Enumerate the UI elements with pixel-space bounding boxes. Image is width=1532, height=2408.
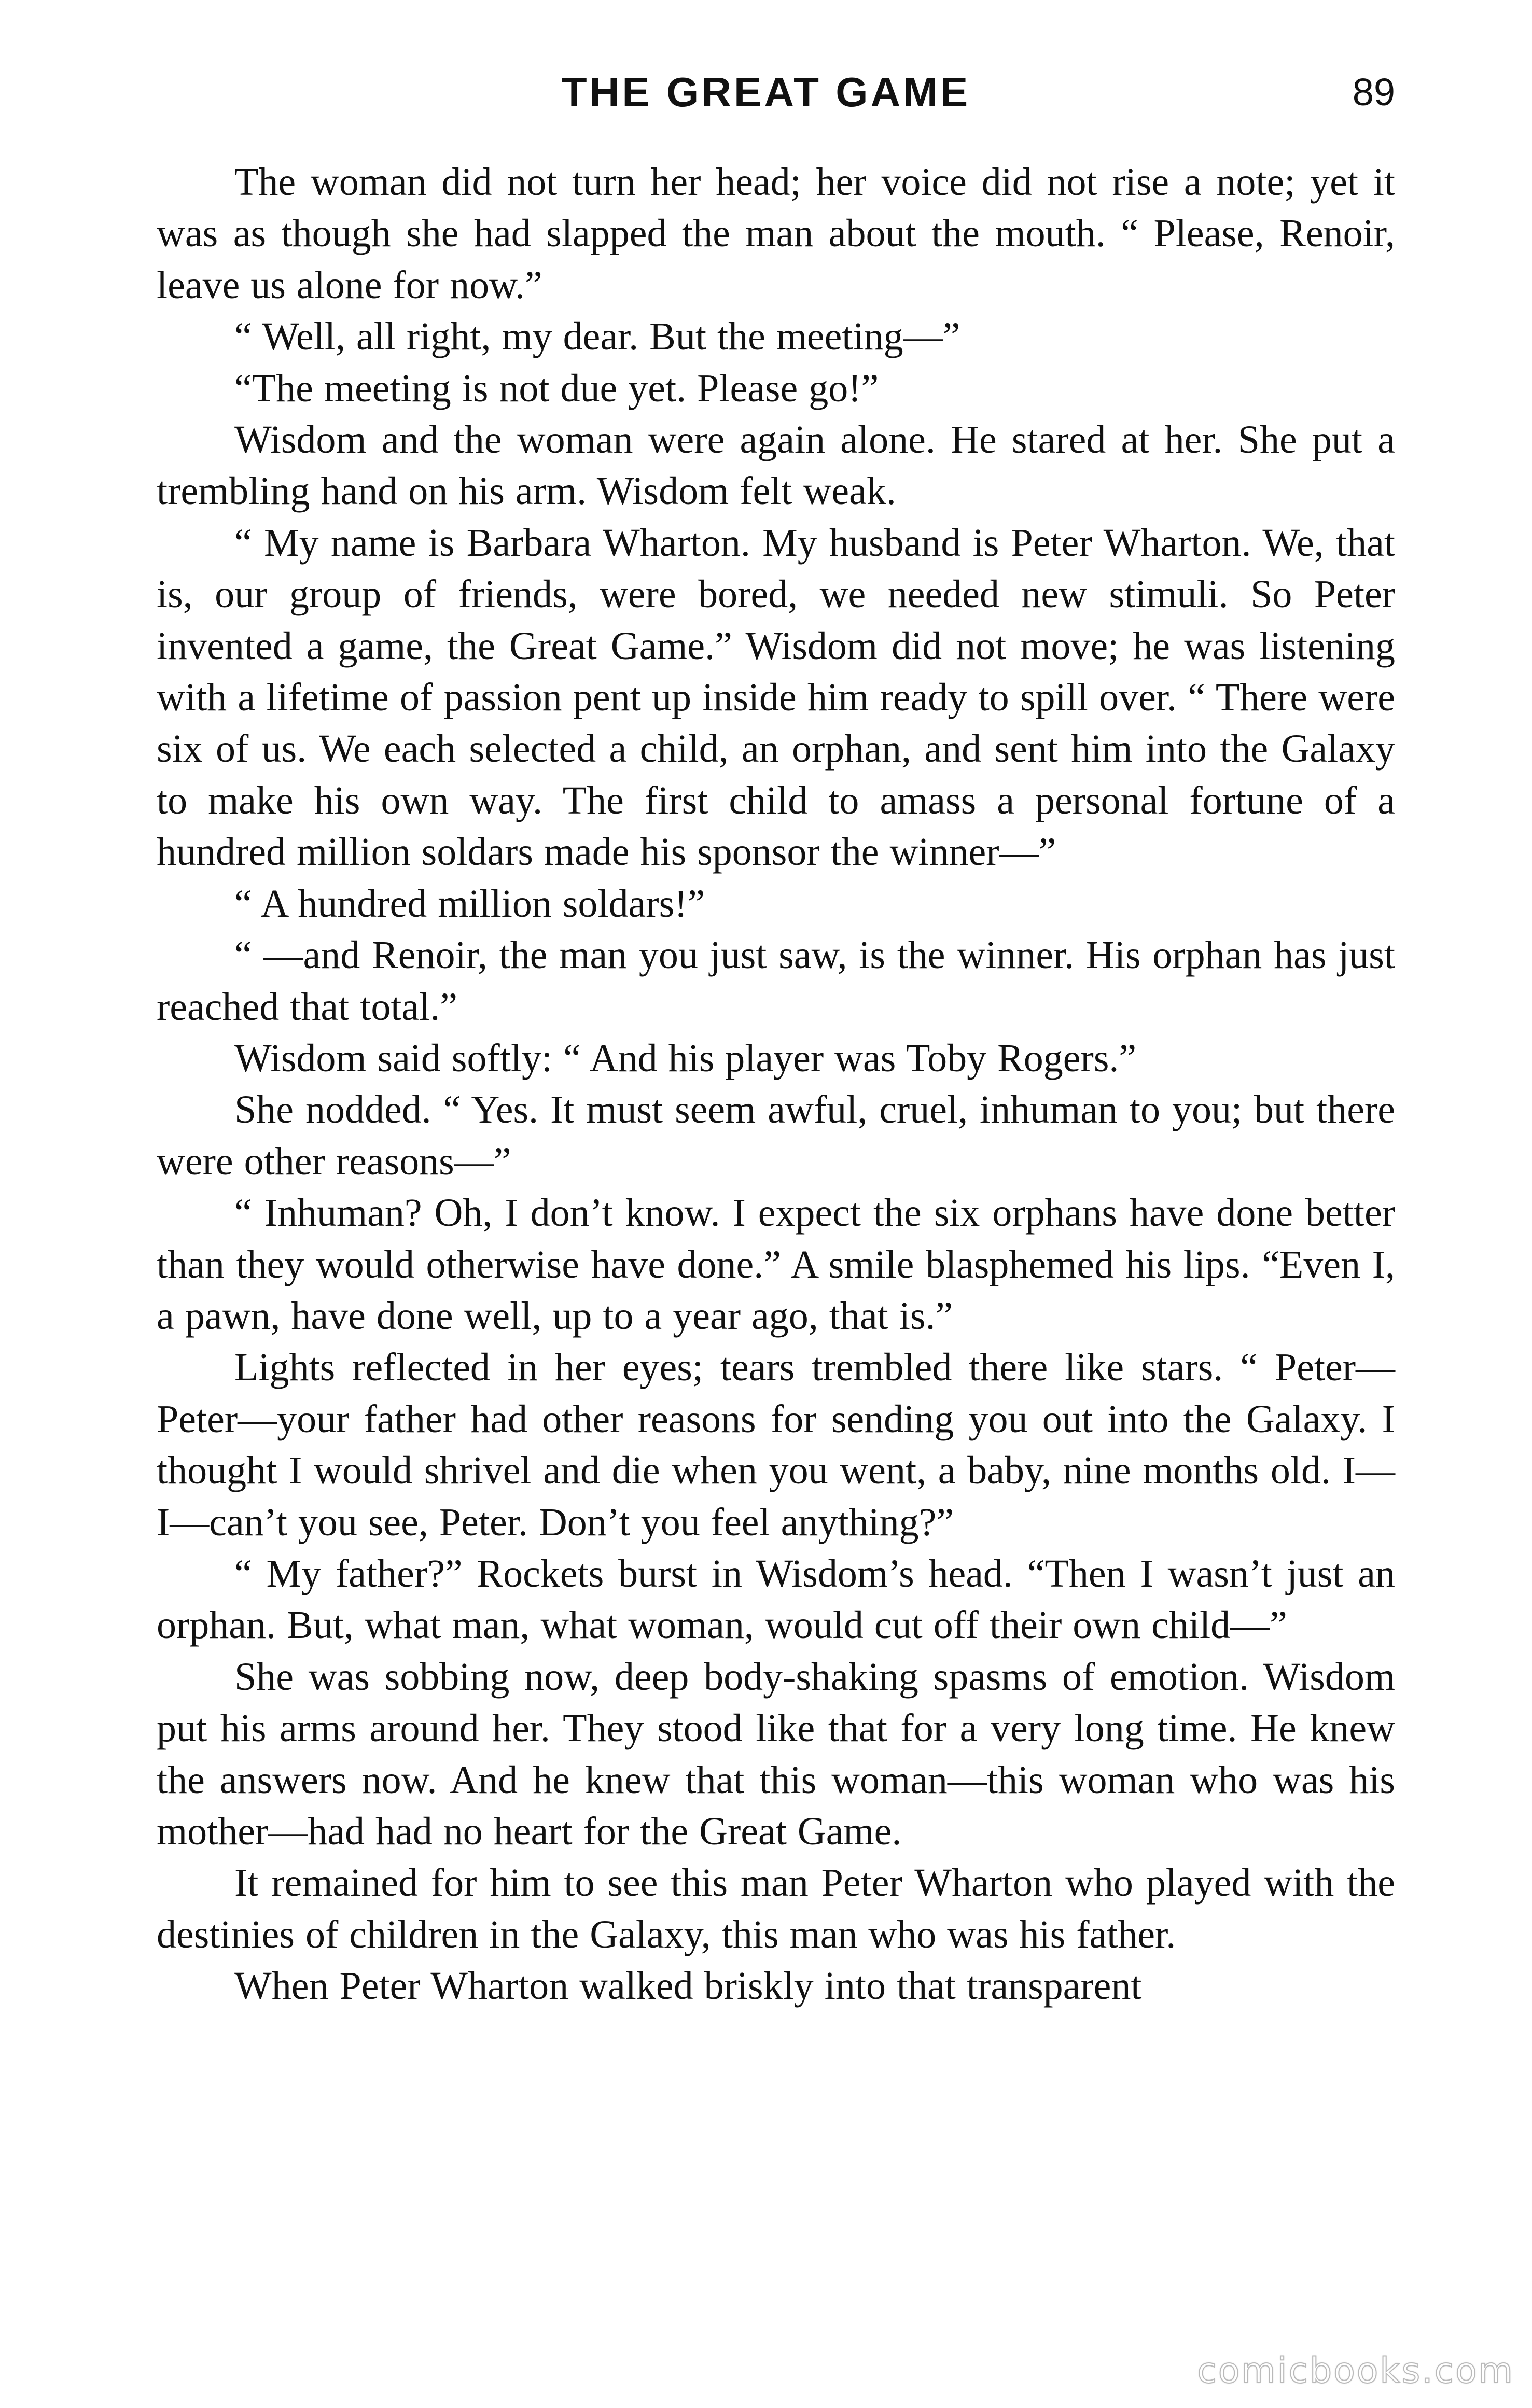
paragraph: It remained for him to see this man Peter Wharton who played with the destinies of children in the Galaxy, this man who was his father.: [157, 1861, 1395, 1956]
site-watermark: comicbooks.com: [1197, 2350, 1514, 2391]
paragraph: “ A hundred million soldars!”: [234, 881, 705, 926]
paragraph: “ Inhuman? Oh, I don’t know. I expect the six orphans have done better than they would otherwise have done.” A smile blasphemed his lips. “Even I, a pawn, have done well, up to a year ago, that is.”: [157, 1191, 1395, 1338]
paragraph: When Peter Wharton walked briskly into that transparent: [234, 1964, 1142, 2008]
paragraph: “The meeting is not due yet. Please go!”: [234, 366, 879, 410]
paragraph: “ My name is Barbara Wharton. My husband is Peter Wharton. We, that is, our group of friends, were bored, we needed new stimuli. So Peter invented a game, the Great Game.” Wisdom did not move; he was listening with a lifetime of passion pent up inside him ready to spill over. “ There were six of us. We each selected a child, an orphan, and sent him into the Galaxy to make his own way. The first child to amass a personal fortune of a hundred million soldars made his sponsor the winner—”: [157, 521, 1395, 874]
paragraph: “ My father?” Rockets burst in Wisdom’s head. “Then I wasn’t just an orphan. But, what man, what woman, would cut off their own child—”: [157, 1551, 1395, 1647]
running-title: THE GREAT GAME: [561, 69, 971, 115]
body-text: [157, 157, 1395, 2012]
paragraph: “ Well, all right, my dear. But the meeting—”: [234, 315, 960, 359]
paragraph: “ —and Renoir, the man you just saw, is the winner. His orphan has just reached that total.”: [157, 933, 1395, 1029]
paragraph: Wisdom said softly: “ And his player was Toby Rogers.”: [234, 1036, 1137, 1080]
paragraph: Lights reflected in her eyes; tears trembled there like stars. “ Peter—Peter—your father had other reasons for sending you out into the Galaxy. I thought I would shrivel and die when you went, a baby, nine months old. I—I—can’t you see, Peter. Don’t you feel anything?”: [157, 1346, 1395, 1544]
paragraph: The woman did not turn her head; her voice did not rise a note; yet it was as though she had slapped the man about the mouth. “ Please, Renoir, leave us alone for now.”: [157, 160, 1395, 307]
paragraph: Wisdom and the woman were again alone. He stared at her. She put a trembling hand on his arm. Wisdom felt weak.: [157, 418, 1395, 513]
paragraph: She was sobbing now, deep body-shaking spasms of emotion. Wisdom put his arms around her. They stood like that for a very long time. He knew the answers now. And he knew that this woman—this woman who was his mother—had had no heart for the Great Game.: [157, 1655, 1395, 1853]
paragraph: She nodded. “ Yes. It must seem awful, cruel, inhuman to you; but there were other reasons—”: [157, 1088, 1395, 1183]
page-number: 89: [1352, 71, 1395, 114]
